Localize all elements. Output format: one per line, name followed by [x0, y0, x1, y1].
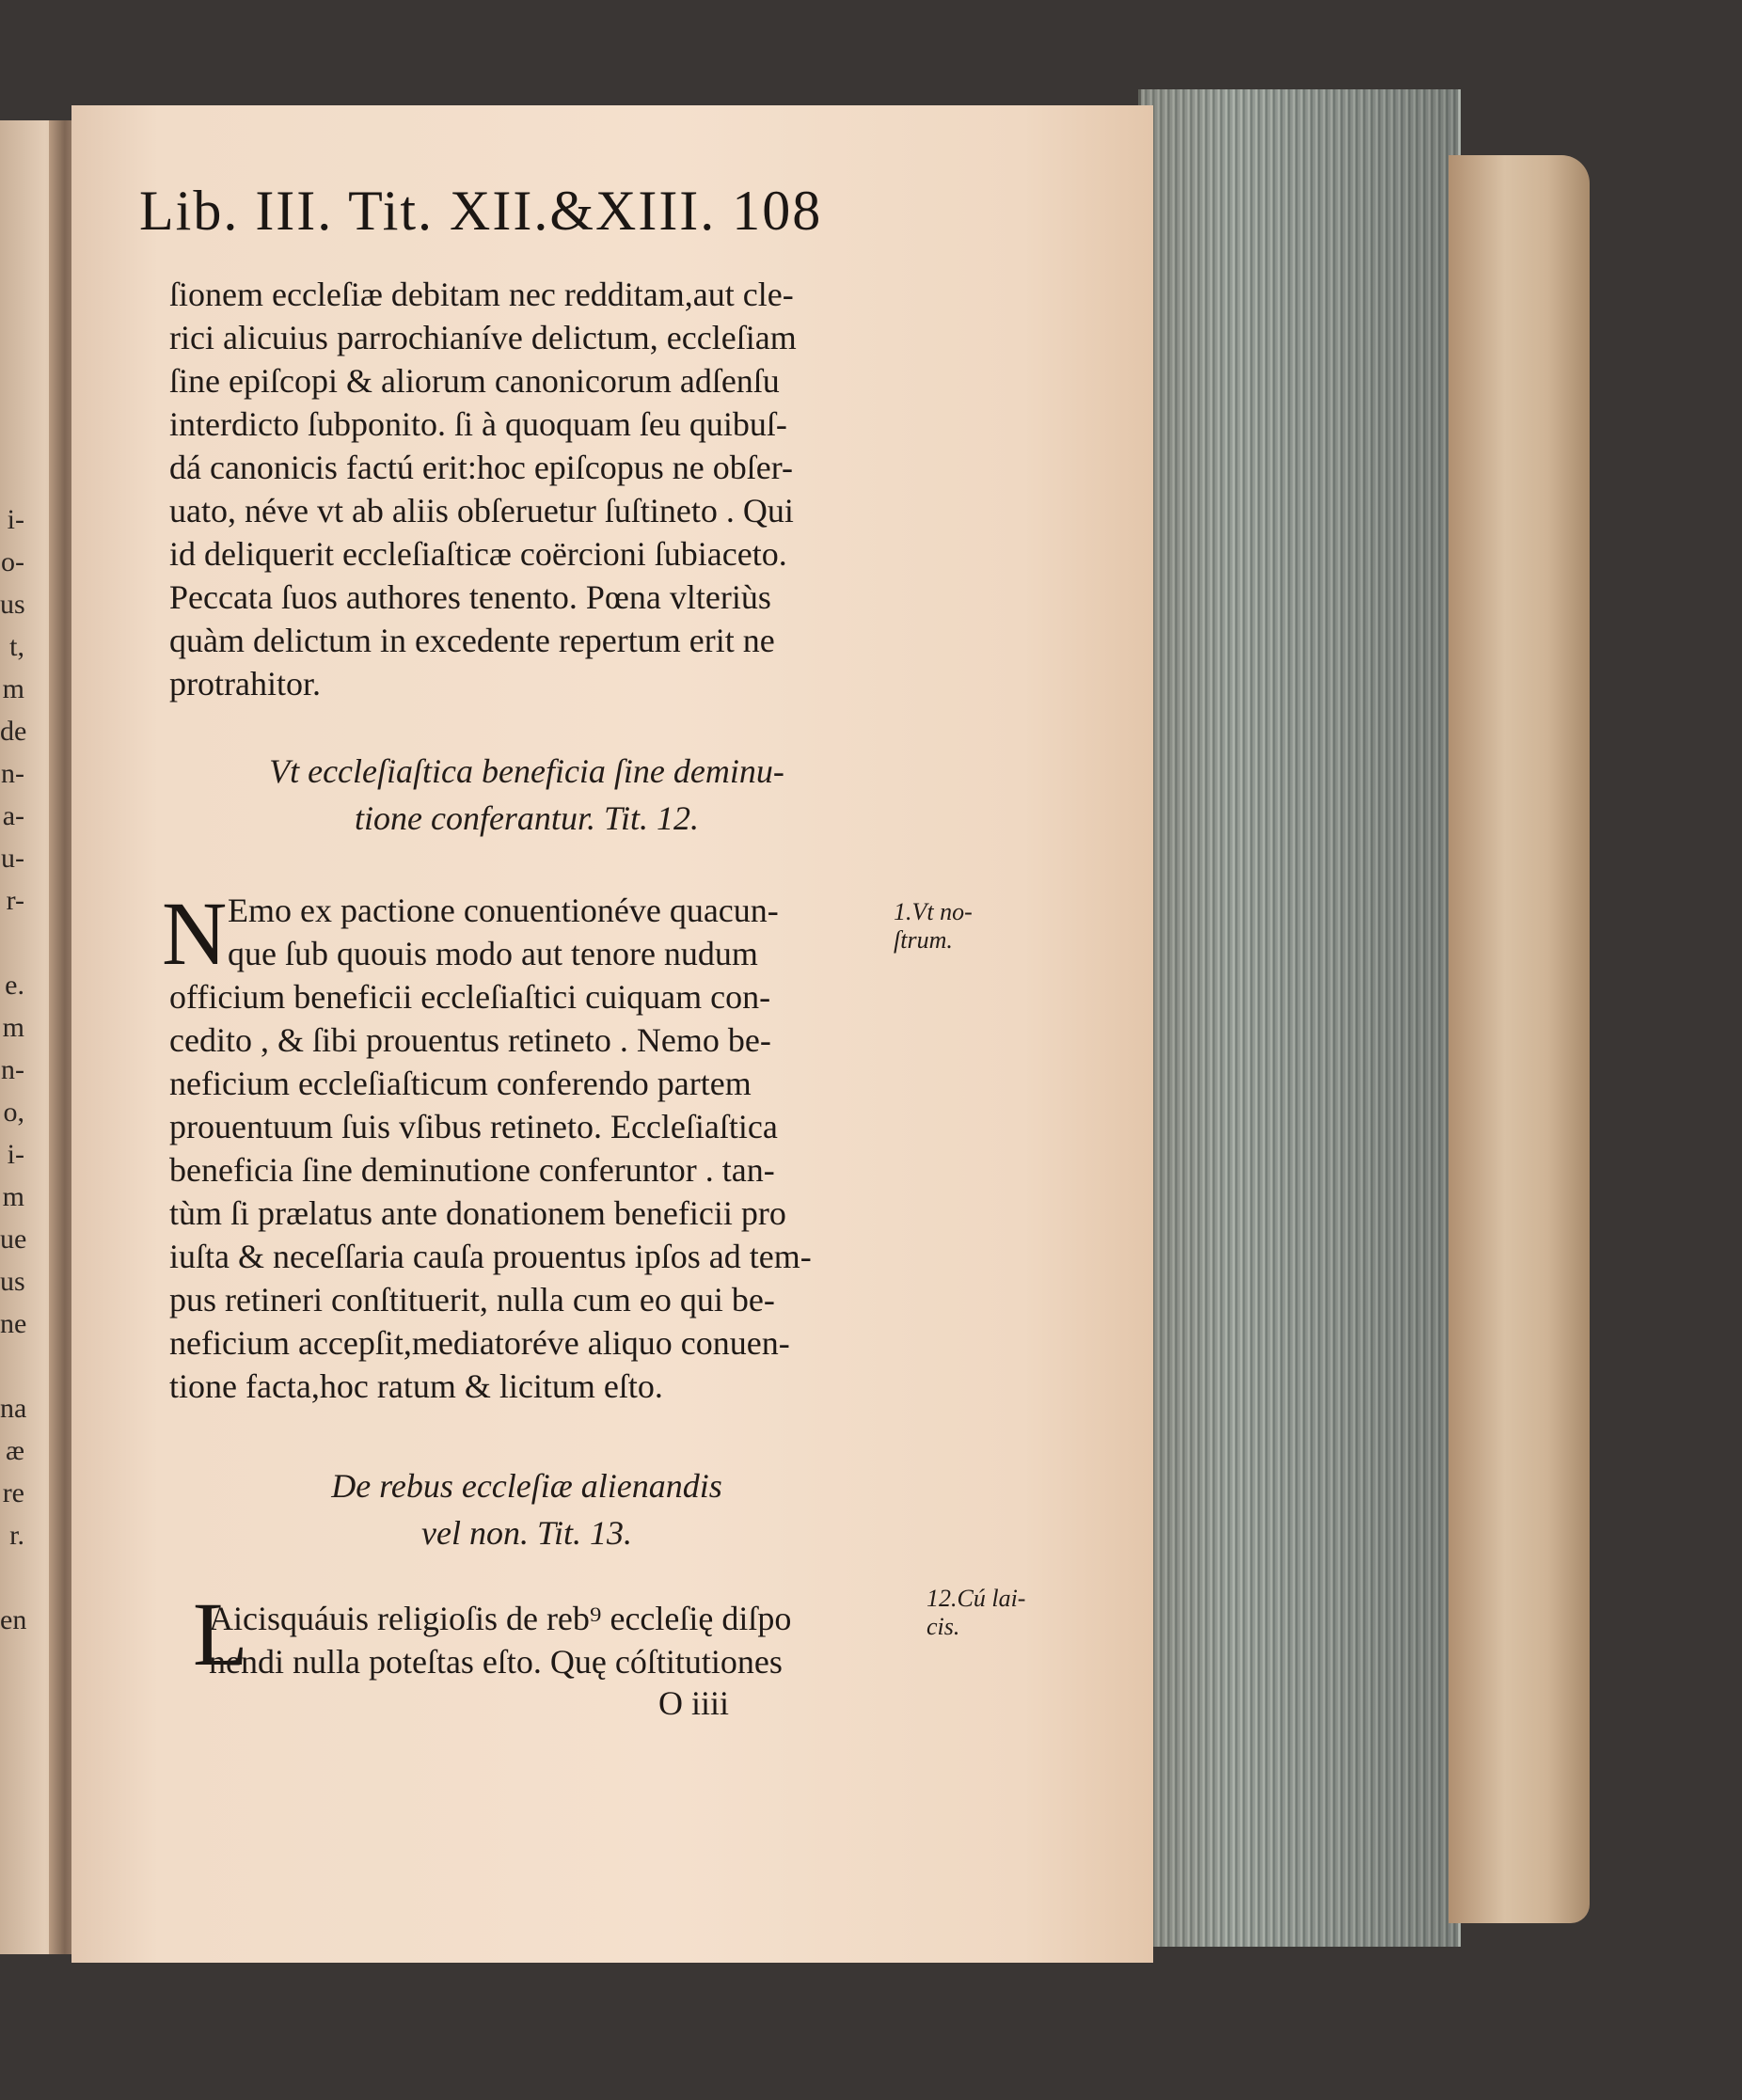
text-line: tùm ſi prælatus ante donationem beneficii pro: [169, 1194, 786, 1232]
left-margin-fragment: u-: [1, 843, 24, 874]
left-margin-fragment: r.: [9, 1520, 24, 1551]
text-line: protrahitor.: [169, 665, 321, 703]
text-line: Aicisquáuis religioſis de reb⁹ eccleſię diſpo: [209, 1600, 792, 1637]
left-margin-fragment: m: [2, 673, 24, 704]
text-line: neficium eccleſiaſticum conferendo partem: [169, 1065, 752, 1102]
text-line: ſine epiſcopi & aliorum canonicorum adſenſu: [169, 362, 780, 400]
heading-title-12: [169, 748, 884, 842]
text-line: id deliquerit eccleſiaſticæ coërcioni ſubiaceto.: [169, 535, 787, 573]
left-margin-fragment: en: [0, 1604, 27, 1635]
left-margin-fragment: i-: [7, 1139, 24, 1170]
left-margin-fragment: ue: [0, 1224, 27, 1255]
marginal-line: 1.Vt no-: [894, 898, 973, 925]
left-margin-fragment: æ: [5, 1435, 24, 1466]
left-margin-fragment: a-: [2, 800, 24, 831]
text-line: ſionem eccleſiæ debitam nec redditam,aut cle-: [169, 276, 794, 313]
text-line: Emo ex pactione conuentionéve quacun-: [228, 892, 779, 929]
left-margin-fragment: e.: [5, 970, 24, 1001]
left-page-line-ends: [0, 498, 27, 1641]
left-margin-fragment: t,: [9, 631, 24, 662]
marginal-line: 12.Cú lai-: [926, 1585, 1026, 1612]
text-line: officium beneficii eccleſiaſtici cuiquam con-: [169, 978, 771, 1016]
left-margin-fragment: m: [2, 1012, 24, 1043]
text-line: interdicto ſubponito. ſi à quoquam ſeu quibuſ-: [169, 405, 787, 443]
text-line: rici alicuius parrochianíve delictum, eccleſiam: [169, 319, 797, 356]
text-line: iuſta & neceſſaria cauſa prouentus ipſos ad tem-: [169, 1238, 812, 1275]
left-margin-fragment: i-: [7, 504, 24, 535]
heading-line: tione conferantur. Tit. 12.: [354, 799, 699, 837]
left-margin-fragment: n-: [1, 1054, 24, 1085]
left-margin-fragment: re: [2, 1477, 24, 1508]
dropcap-n: N: [162, 883, 228, 984]
text-line: pus retineri conſtituerit, nulla cum eo qui be-: [169, 1281, 775, 1318]
left-margin-fragment: [0, 1556, 24, 1599]
text-line: quàm delictum in excedente repertum erit ne: [169, 622, 775, 659]
text-line: Peccata ſuos authores tenento. Pœna vlteriùs: [169, 578, 771, 616]
text-line: tione facta,hoc ratum & licitum eſto.: [169, 1367, 663, 1405]
signature-mark: O iiii: [658, 1684, 730, 1722]
text-line: dá canonicis factú erit:hoc epiſcopus ne obſer-: [169, 449, 794, 486]
dropcap-l: L: [193, 1584, 248, 1684]
text-line: prouentuum ſuis vſibus retineto. Eccleſiaſtica: [169, 1108, 778, 1145]
text-line: que ſub quouis modo aut tenore nudum: [228, 935, 758, 972]
vellum-cover: [1449, 155, 1590, 1923]
left-margin-fragment: n-: [1, 758, 24, 789]
heading-line: Vt eccleſiaſtica beneficia ſine deminu-: [269, 752, 784, 790]
left-margin-fragment: na: [0, 1393, 27, 1424]
heading-line: vel non. Tit. 13.: [421, 1514, 632, 1552]
text-line: nendi nulla poteſtas eſto. Quę cóſtitutiones: [209, 1643, 783, 1681]
section-12-paragraph: [169, 889, 884, 1408]
section-13-paragraph: [169, 1597, 884, 1683]
marginal-note-12: [894, 898, 973, 955]
text-line: uato, néve vt ab aliis obſeruetur ſuſtineto . Qui: [169, 492, 794, 529]
left-margin-fragment: o,: [3, 1097, 24, 1128]
left-margin-fragment: r-: [6, 885, 24, 916]
marginal-line: ſtrum.: [894, 926, 953, 954]
text-line: beneficia ſine deminutione conferuntor . tan-: [169, 1151, 775, 1189]
marginal-note-13: [926, 1585, 1025, 1641]
left-margin-fragment: de: [0, 716, 27, 747]
heading-title-13: [169, 1462, 884, 1556]
left-margin-fragment: ne: [0, 1308, 27, 1339]
heading-line: De rebus eccleſiæ alienandis: [331, 1467, 722, 1505]
marginal-line: cis.: [926, 1613, 960, 1640]
top-paragraph: [169, 273, 884, 705]
text-line: cedito , & ſibi prouentus retineto . Nemo be-: [169, 1021, 771, 1059]
left-margin-fragment: us: [0, 589, 25, 620]
left-margin-fragment: m: [2, 1181, 24, 1212]
running-head: Lib. III. Tit. XII.&XIII. 108: [139, 180, 823, 242]
left-margin-fragment: us: [0, 1266, 25, 1297]
text-line: neficium accepſit,mediatoréve aliquo conuen-: [169, 1324, 790, 1362]
left-margin-fragment: o-: [1, 546, 24, 577]
left-margin-fragment: [0, 922, 24, 964]
page-edges-shade: [1138, 89, 1458, 1947]
left-margin-fragment: [0, 1345, 24, 1387]
